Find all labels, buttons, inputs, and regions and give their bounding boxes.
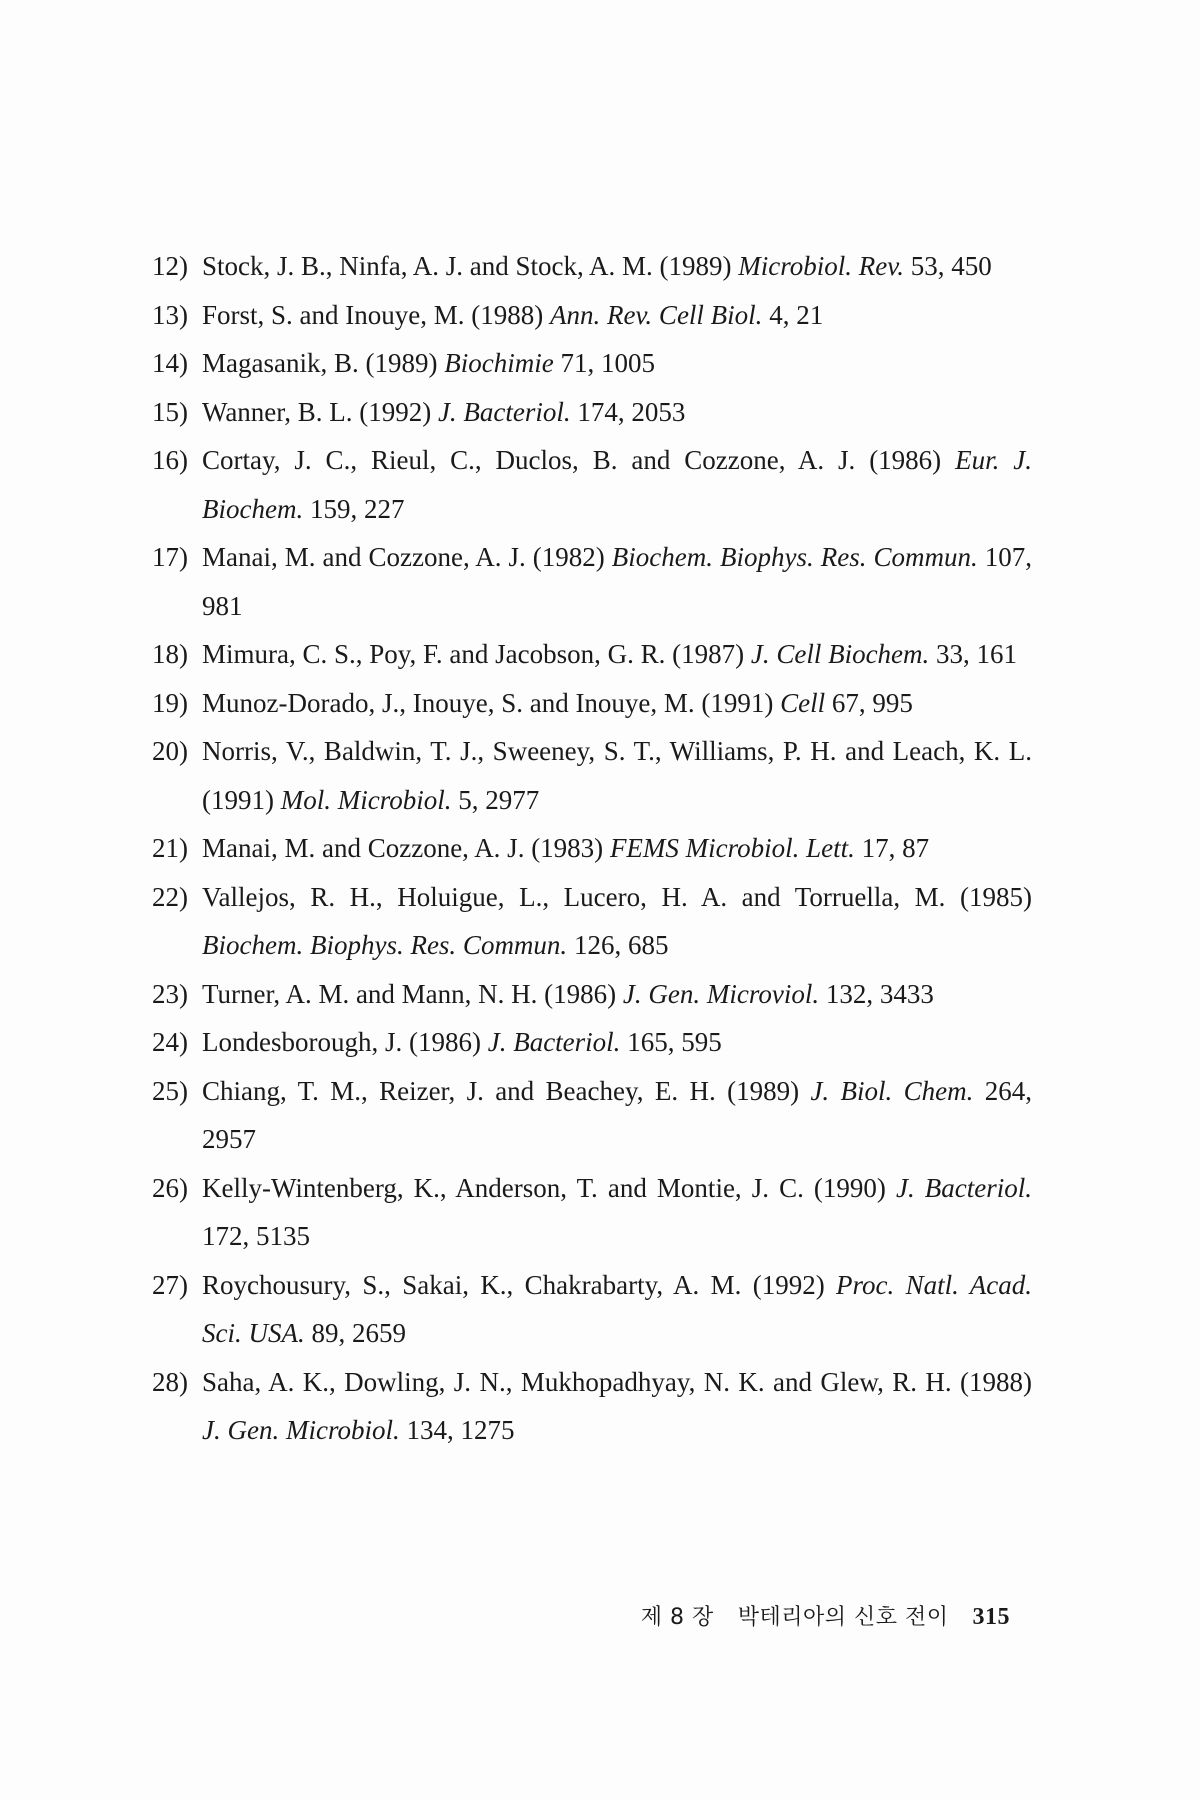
reference-authors: Forst, S. and Inouye, M. (1988) bbox=[202, 299, 550, 330]
reference-authors: Norris, V., Baldwin, T. J., Sweeney, S. T., Williams, P. H. and Leach, K. L. (1991) bbox=[202, 736, 1032, 815]
reference-journal: J. Cell Biochem. bbox=[750, 639, 930, 669]
reference-item bbox=[152, 824, 1032, 873]
reference-authors: Wanner, B. L. (1992) bbox=[202, 396, 438, 427]
reference-number: 24) bbox=[152, 1027, 188, 1057]
reference-journal: J. Gen. Microbiol. bbox=[202, 1415, 400, 1445]
reference-number: 19) bbox=[152, 687, 188, 718]
reference-item bbox=[152, 1018, 1032, 1067]
reference-item bbox=[152, 388, 1032, 437]
reference-authors: Mimura, C. S., Poy, F. and Jacobson, G. R. (1987) bbox=[202, 639, 751, 669]
reference-volume-page: 71, 1005 bbox=[553, 348, 655, 378]
reference-volume-page: 172, 5135 bbox=[202, 1221, 310, 1251]
reference-item bbox=[152, 630, 1032, 679]
reference-number: 15) bbox=[152, 396, 188, 427]
reference-item bbox=[152, 970, 1032, 1019]
reference-item bbox=[152, 873, 1032, 970]
reference-volume-page: 264, 2957 bbox=[202, 1075, 1033, 1154]
reference-authors: Kelly-Wintenberg, K., Anderson, T. and Montie, J. C. (1990) bbox=[202, 1172, 896, 1203]
reference-item bbox=[152, 242, 1032, 291]
reference-number: 25) bbox=[152, 1075, 188, 1106]
reference-volume-page: 126, 685 bbox=[567, 930, 669, 960]
reference-authors: Magasanik, B. (1989) bbox=[202, 348, 445, 378]
reference-volume-page: 132, 3433 bbox=[819, 978, 934, 1009]
reference-journal: Ann. Rev. Cell Biol. bbox=[549, 299, 763, 330]
reference-authors: Stock, J. B., Ninfa, A. J. and Stock, A. M. (1989) bbox=[202, 251, 739, 281]
reference-number: 20) bbox=[152, 736, 188, 766]
reference-journal: J. Bacteriol. bbox=[437, 396, 571, 427]
reference-item bbox=[152, 1358, 1032, 1455]
reference-volume-page: 107, 981 bbox=[202, 542, 1033, 621]
reference-authors: Londesborough, J. (1986) bbox=[202, 1027, 488, 1057]
reference-journal: Mol. Microbiol. bbox=[280, 784, 452, 815]
reference-authors: Roychousury, S., Sakai, K., Chakrabarty, A. M. (1992) bbox=[202, 1269, 837, 1300]
reference-item bbox=[152, 679, 1032, 728]
reference-authors: Manai, M. and Cozzone, A. J. (1983) bbox=[202, 833, 610, 863]
reference-number: 26) bbox=[152, 1172, 188, 1203]
reference-volume-page: 4, 21 bbox=[762, 299, 824, 330]
reference-journal: Eur. J. Biochem. bbox=[202, 445, 1032, 524]
reference-volume-page: 67, 995 bbox=[825, 687, 913, 718]
chapter-label: 제 8 장 bbox=[640, 1605, 714, 1630]
reference-journal: J. Bacteriol. bbox=[487, 1027, 621, 1057]
reference-number: 23) bbox=[152, 978, 188, 1009]
reference-volume-page: 159, 227 bbox=[303, 493, 405, 524]
reference-number: 27) bbox=[152, 1269, 188, 1300]
reference-number: 14) bbox=[152, 348, 188, 378]
reference-volume-page: 134, 1275 bbox=[399, 1415, 515, 1445]
reference-journal: Biochem. Biophys. Res. Commun. bbox=[202, 930, 568, 960]
reference-authors: Manai, M. and Cozzone, A. J. (1982) bbox=[202, 542, 612, 572]
reference-authors: Cortay, J. C., Rieul, C., Duclos, B. and Cozzone, A. J. (1986) bbox=[202, 445, 956, 475]
page-footer bbox=[0, 1600, 1010, 1631]
reference-item bbox=[152, 291, 1032, 340]
reference-number: 13) bbox=[152, 299, 188, 330]
reference-authors: Munoz-Dorado, J., Inouye, S. and Inouye, M. (1991) bbox=[202, 687, 781, 718]
reference-journal: Proc. Natl. Acad. Sci. USA. bbox=[202, 1269, 1032, 1348]
reference-number: 22) bbox=[152, 881, 188, 912]
reference-list bbox=[152, 242, 1032, 1455]
reference-journal: Biochimie bbox=[444, 348, 554, 378]
reference-item bbox=[152, 1261, 1032, 1358]
reference-number: 17) bbox=[152, 542, 188, 572]
reference-authors: Chiang, T. M., Reizer, J. and Beachey, E. H. (1989) bbox=[202, 1075, 811, 1106]
reference-volume-page: 33, 161 bbox=[929, 639, 1018, 669]
reference-journal: FEMS Microbiol. Lett. bbox=[609, 833, 855, 863]
reference-number: 28) bbox=[152, 1366, 188, 1397]
reference-number: 18) bbox=[152, 639, 188, 669]
reference-authors: Saha, A. K., Dowling, J. N., Mukhopadhyay, N. K. and Glew, R. H. (1988) bbox=[202, 1366, 1032, 1397]
reference-authors: Vallejos, R. H., Holuigue, L., Lucero, H. A. and Torruella, M. (1985) bbox=[202, 881, 1032, 912]
reference-journal: Cell bbox=[780, 687, 826, 718]
reference-number: 16) bbox=[152, 445, 188, 475]
reference-volume-page: 165, 595 bbox=[620, 1027, 722, 1057]
reference-journal: Microbiol. Rev. bbox=[738, 251, 904, 281]
reference-journal: Biochem. Biophys. Res. Commun. bbox=[611, 542, 978, 572]
reference-volume-page: 53, 450 bbox=[903, 251, 992, 281]
reference-item bbox=[152, 727, 1032, 824]
reference-volume-page: 17, 87 bbox=[854, 833, 930, 863]
reference-volume-page: 174, 2053 bbox=[570, 396, 686, 427]
reference-volume-page: 89, 2659 bbox=[304, 1318, 406, 1348]
reference-number: 12) bbox=[152, 251, 188, 281]
reference-volume-page: 5, 2977 bbox=[451, 784, 540, 815]
reference-item bbox=[152, 339, 1032, 388]
reference-item bbox=[152, 1067, 1032, 1164]
reference-journal: J. Bacteriol. bbox=[895, 1172, 1032, 1203]
reference-item bbox=[152, 436, 1032, 533]
reference-item bbox=[152, 1164, 1032, 1261]
reference-journal: J. Gen. Microviol. bbox=[622, 978, 820, 1009]
reference-authors: Turner, A. M. and Mann, N. H. (1986) bbox=[202, 978, 623, 1009]
chapter-title: 박테리아의 신호 전이 bbox=[737, 1605, 949, 1630]
page-number: 315 bbox=[972, 1604, 1010, 1630]
reference-journal: J. Biol. Chem. bbox=[810, 1075, 974, 1106]
reference-number: 21) bbox=[152, 833, 188, 863]
reference-item bbox=[152, 533, 1032, 630]
